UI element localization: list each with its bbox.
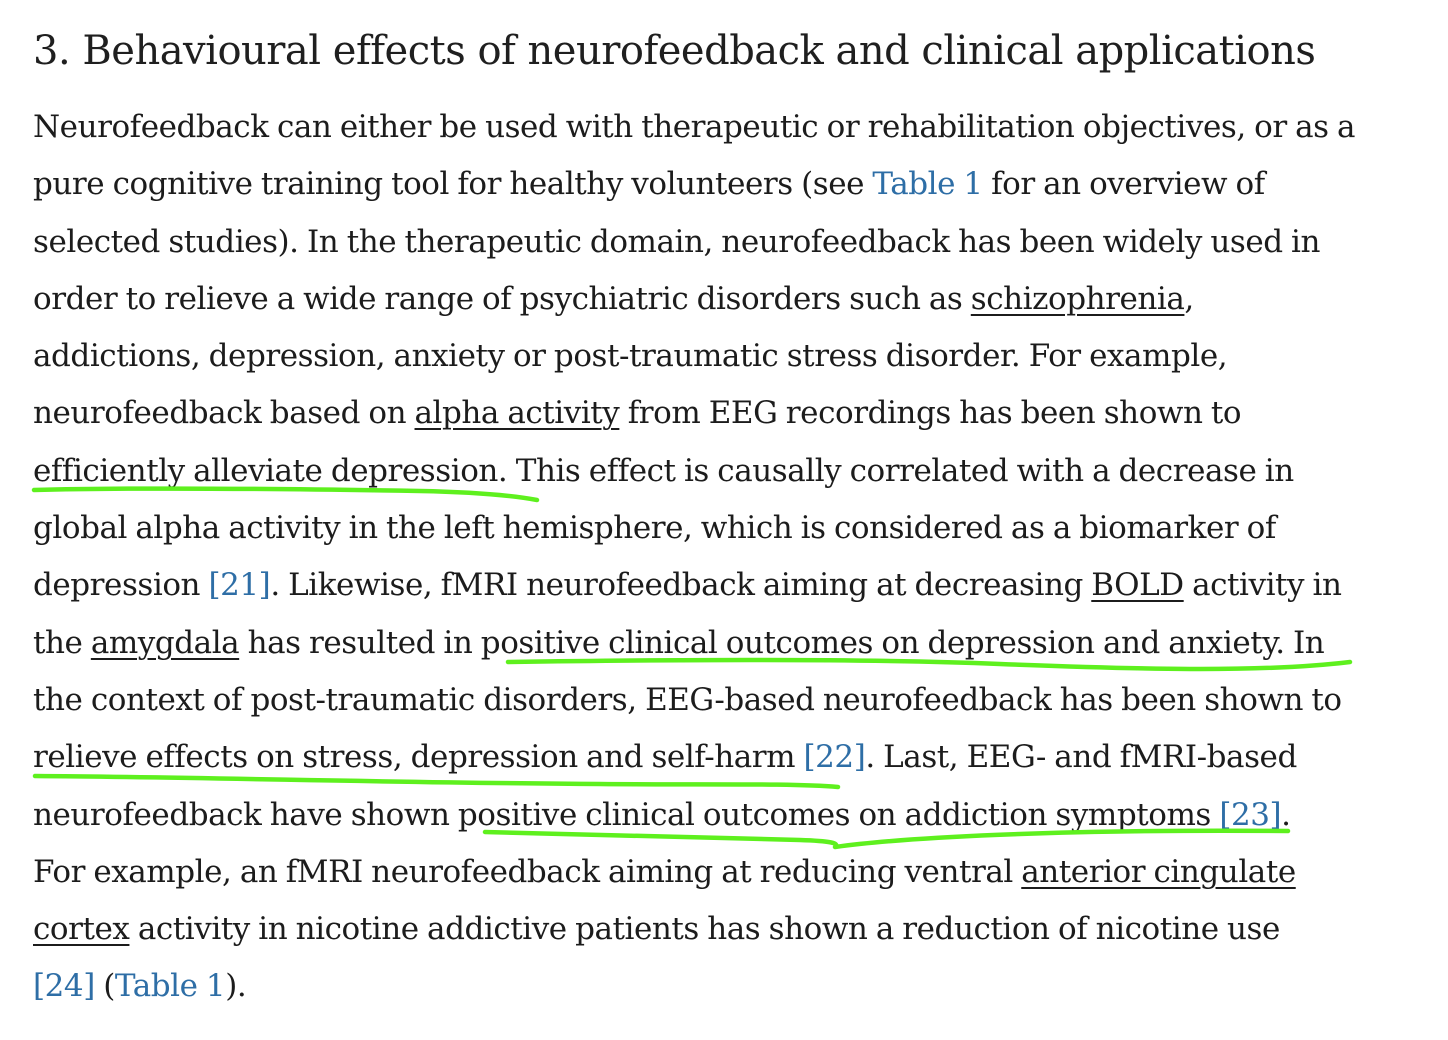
highlighted-text: relieve effects on stress, depression and self-harm — [33, 739, 796, 776]
text-run: for an overview of — [982, 166, 1265, 203]
article-section — [33, 20, 1433, 1016]
text-line — [33, 385, 1433, 442]
topic-link-alpha-activity[interactable]: alpha activity — [414, 395, 620, 432]
reference-link-24[interactable]: [24] — [33, 968, 95, 1005]
highlighted-text: positive clinical outcomes on depression and anxiety — [480, 624, 1276, 661]
topic-link-bold[interactable]: BOLD — [1091, 567, 1184, 604]
text-line — [33, 99, 1433, 156]
text-run: addictions, depression, anxiety or post-traumatic stress disorder. For example, — [33, 338, 1228, 375]
text-run — [795, 739, 803, 775]
highlighted-text: efficiently alleviate depression — [33, 452, 498, 489]
text-line — [33, 615, 1433, 672]
topic-link-anterior-cingulate-cortex[interactable]: anterior cingulate — [1021, 853, 1296, 890]
text-line — [33, 500, 1433, 557]
reference-link-21[interactable]: [21] — [208, 567, 271, 604]
text-run: activity in nicotine addictive patients has shown a reduction of nicotine use — [129, 911, 1280, 948]
text-run: the context of post-traumatic disorders, EEG-based neurofeedback has been shown to — [33, 681, 1342, 718]
text-line — [33, 557, 1433, 614]
text-line — [33, 214, 1433, 271]
highlighted-text: positive clinical outcomes on addiction symptoms — [457, 796, 1211, 833]
section-title: 3. Behavioural effects of neurofeedback and clinical applications — [33, 28, 1316, 74]
text-run: activity in — [1183, 567, 1342, 604]
topic-link-anterior-cingulate-cortex[interactable]: cortex — [33, 911, 130, 948]
text-line — [33, 156, 1433, 213]
text-run: Neurofeedback can either be used with therapeutic or rehabilitation objectives, or as a — [33, 109, 1356, 145]
text-run: the — [33, 624, 91, 661]
text-run: order to relieve a wide range of psychiatric disorders such as — [33, 280, 971, 317]
text-run: ). — [225, 968, 247, 1005]
text-line — [33, 901, 1433, 958]
text-line — [33, 844, 1433, 901]
text-run: selected studies). In the therapeutic domain, neurofeedback has been widely used in — [33, 223, 1321, 260]
text-run: . Last, EEG- and fMRI-based — [865, 739, 1297, 776]
topic-link-schizophrenia[interactable]: schizophrenia — [970, 280, 1185, 317]
text-run: . In — [1275, 624, 1325, 661]
table-1-link[interactable]: Table 1 — [114, 968, 226, 1005]
text-run: . Likewise, fMRI neurofeedback aiming at decreasing — [270, 567, 1092, 604]
text-line — [33, 672, 1433, 729]
text-line — [33, 729, 1433, 786]
text-line — [33, 958, 1433, 1015]
text-line — [33, 328, 1433, 385]
text-run: , — [1184, 280, 1194, 317]
text-run: pure cognitive training tool for healthy volunteers (see — [33, 166, 873, 203]
text-run: . — [1281, 796, 1291, 833]
text-run: neurofeedback based on — [33, 395, 415, 432]
text-run: For example, an fMRI neurofeedback aiming at reducing ventral — [33, 853, 1022, 890]
text-run: ( — [94, 968, 115, 1005]
table-1-link[interactable]: Table 1 — [872, 166, 983, 203]
text-run: from EEG recordings has been shown to — [619, 395, 1242, 432]
section-paragraph — [33, 99, 1433, 1016]
topic-link-amygdala[interactable]: amygdala — [90, 624, 240, 661]
text-line — [33, 787, 1433, 844]
text-run: depression — [33, 567, 209, 604]
text-run: neurofeedback have shown — [33, 796, 458, 833]
text-run: . This effect is causally correlated with a decrease in — [497, 452, 1294, 489]
text-line — [33, 443, 1433, 500]
text-run: global alpha activity in the left hemisphere, which is considered as a biomarker of — [33, 510, 1276, 547]
reference-link-22[interactable]: [22] — [803, 739, 866, 776]
text-run: has resulted in — [239, 624, 481, 661]
text-line — [33, 271, 1433, 328]
reference-link-23[interactable]: [23] — [1219, 796, 1282, 833]
